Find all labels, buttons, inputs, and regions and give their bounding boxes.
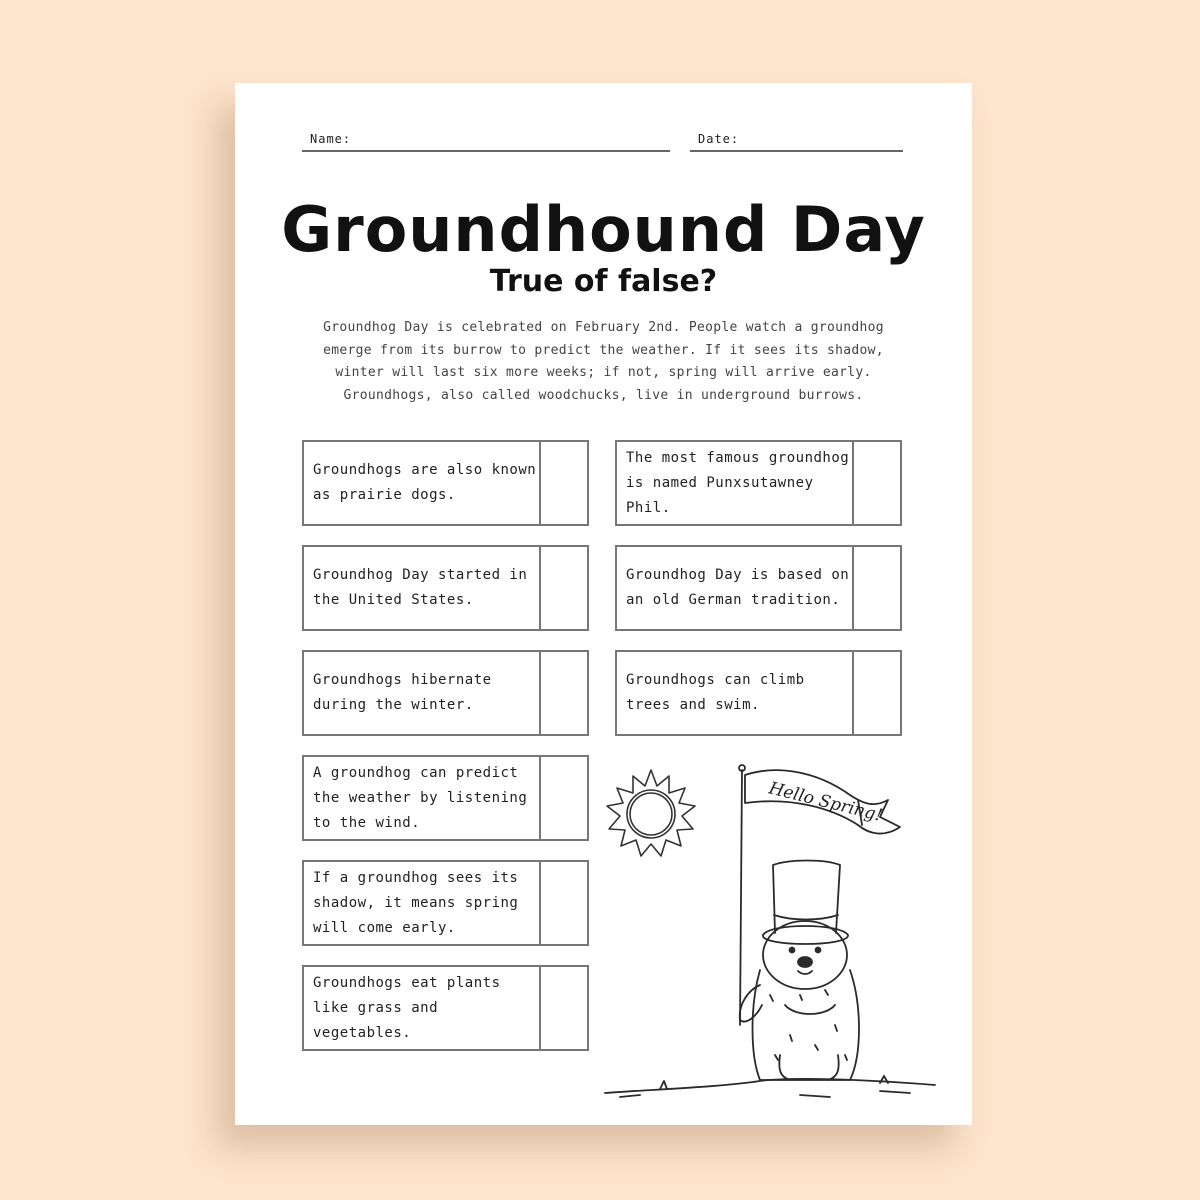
answer-box[interactable] — [539, 442, 587, 524]
name-line[interactable] — [302, 150, 670, 152]
answer-box[interactable] — [539, 547, 587, 629]
page-title: Groundhound Day — [281, 193, 926, 266]
statement-box — [302, 965, 589, 1051]
answer-box[interactable] — [852, 442, 900, 524]
answer-box[interactable] — [539, 757, 587, 839]
page-subtitle: True of false? — [489, 264, 718, 299]
statement-text: Groundhogs eat plants like grass and vegetables. — [313, 974, 501, 1041]
answer-box[interactable] — [539, 652, 587, 734]
date-line[interactable] — [690, 150, 903, 152]
name-label: Name: — [310, 132, 352, 146]
groundhog-illustration — [600, 755, 940, 1105]
intro-paragraph: Groundhog Day is celebrated on February 2nd. People watch a groundhog emerge from its burrow to predict the weather. If it sees its shadow, winter will last six more weeks; if not, spring will arrive early. Groundhogs, also called woodchucks, live in underground burrows. — [323, 320, 884, 403]
answer-box[interactable] — [852, 547, 900, 629]
banner-text: Hello Spring! — [766, 778, 885, 826]
statement-text: Groundhogs are also known as prairie dogs. — [313, 462, 537, 503]
statement-text: Groundhog Day is based on an old German tradition. — [626, 567, 850, 608]
statement-box — [615, 545, 902, 631]
statement-text: A groundhog can predict the weather by listening to the wind. — [313, 764, 528, 831]
statement-box — [302, 440, 589, 526]
statement-box — [615, 650, 902, 736]
statement-text: Groundhog Day started in the United States. — [313, 567, 528, 608]
statement-box — [302, 650, 589, 736]
statement-text: Groundhogs can climb trees and swim. — [626, 672, 805, 713]
answer-box[interactable] — [539, 967, 587, 1049]
statement-text: Groundhogs hibernate during the winter. — [313, 672, 492, 713]
statement-box — [302, 545, 589, 631]
statement-box — [302, 860, 589, 946]
answer-box[interactable] — [539, 862, 587, 944]
answer-box[interactable] — [852, 652, 900, 734]
worksheet-page — [235, 83, 972, 1125]
statement-box — [302, 755, 589, 841]
date-label: Date: — [698, 132, 740, 146]
statement-text: The most famous groundhog is named Punxsutawney Phil. — [626, 449, 850, 516]
statement-text: If a groundhog sees its shadow, it means spring will come early. — [313, 869, 519, 936]
statement-box — [615, 440, 902, 526]
